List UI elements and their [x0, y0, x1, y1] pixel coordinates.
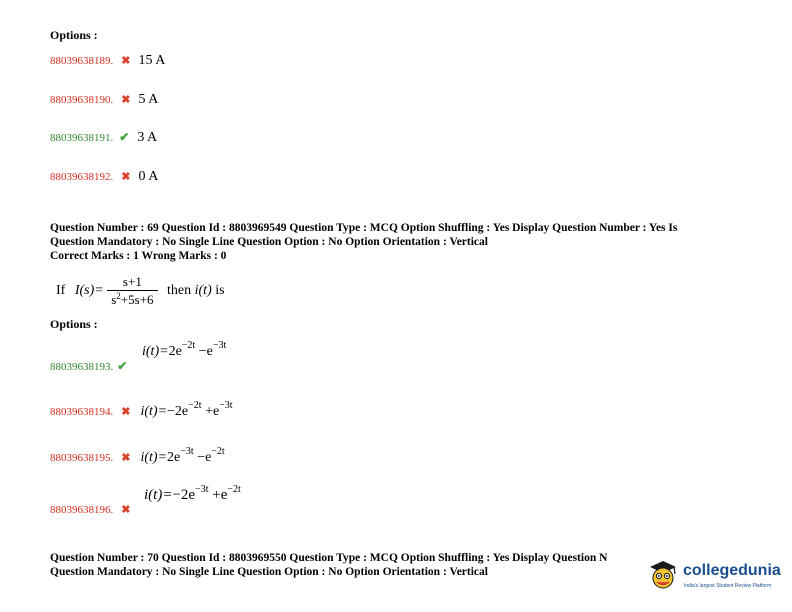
fraction [107, 274, 157, 308]
option-id: 88039638195. [50, 452, 114, 464]
option-row [50, 51, 165, 69]
collegedunia-logo [646, 556, 788, 596]
option-formula [142, 340, 226, 360]
question-meta-line: Question Number : 69 Question Id : 8803969549 Question Type : MCQ Option Shuffling : Yes Display Question Number : Yes Is [50, 222, 678, 234]
check-icon: ✔ [119, 130, 130, 144]
formula-term: −e [198, 344, 213, 359]
option-answer: 15 A [138, 53, 166, 68]
question-meta-line: Question Number : 70 Question Id : 8803969550 Question Type : MCQ Option Shuffling : Yes Display Question N [50, 552, 608, 564]
option-id: 88039638189. [50, 55, 114, 67]
question-var: i(t) [194, 283, 212, 299]
option-answer: 5 A [138, 92, 159, 107]
option-row [50, 446, 225, 466]
formula-term: 2e [167, 450, 181, 465]
formula-exp: −3t [219, 400, 233, 411]
option-row [50, 128, 157, 146]
cross-icon: ✖ [121, 406, 131, 418]
formula-lhs: i(t)= [144, 487, 173, 503]
option-formula [140, 446, 225, 465]
option-formula [140, 400, 233, 419]
option-row [50, 357, 127, 375]
question-meta-line: Question Mandatory : No Single Line Question Option : No Option Orientation : Vertical [50, 236, 488, 248]
option-row [50, 500, 130, 518]
question-suffix: then [167, 283, 192, 299]
formula-lhs: i(t)= [140, 450, 168, 465]
option-row [50, 90, 158, 108]
option-id: 88039638193. [50, 361, 114, 373]
question-suffix: is [215, 283, 225, 299]
cross-icon: ✖ [121, 452, 131, 464]
fraction-numerator: s+1 [107, 274, 157, 291]
option-formula [144, 484, 241, 504]
formula-term: +e [212, 487, 228, 503]
cross-icon: ✖ [121, 504, 131, 516]
question-prefix: If [56, 283, 66, 299]
formula-exp: −3t [212, 340, 227, 351]
formula-exp: −2t [188, 400, 202, 411]
option-id: 88039638191. [50, 132, 114, 144]
fraction-denominator [107, 291, 157, 308]
formula-exp: −2t [181, 340, 196, 351]
formula-term: −e [197, 450, 212, 465]
formula-exp: −3t [195, 484, 209, 495]
question-meta-line: Question Mandatory : No Single Line Question Option : No Option Orientation : Vertical [50, 566, 488, 578]
den-term: s [111, 292, 117, 307]
formula-exp: −2t [211, 446, 225, 457]
formula-term: −2e [167, 404, 189, 419]
question-lhs: I(s)= [74, 283, 104, 299]
formula-term: −2e [172, 487, 196, 503]
logo-tagline: India's largest Student Review Platform [684, 583, 772, 589]
option-row [50, 400, 233, 420]
formula-lhs: i(t)= [140, 404, 168, 419]
cross-icon: ✖ [121, 171, 131, 183]
option-row [50, 167, 158, 185]
question-meta-line: Correct Marks : 1 Wrong Marks : 0 [50, 250, 227, 262]
formula-lhs: i(t)= [142, 344, 169, 359]
option-answer: 3 A [137, 130, 158, 145]
formula-term: 2e [168, 344, 182, 359]
option-id: 88039638194. [50, 406, 114, 418]
formula-exp: −2t [227, 484, 241, 495]
options-label: Options : [50, 28, 98, 42]
question-meta [50, 551, 607, 579]
formula-term: +e [205, 404, 220, 419]
check-icon: ✔ [117, 359, 128, 373]
den-exp: 2 [116, 291, 121, 301]
graduate-mascot-icon [646, 558, 680, 592]
cross-icon: ✖ [121, 55, 131, 67]
den-rest: +5s+6 [120, 292, 154, 307]
cross-icon: ✖ [121, 94, 131, 106]
option-id: 88039638190. [50, 94, 114, 106]
option-id: 88039638196. [50, 504, 114, 516]
logo-name: collegedunia [683, 562, 781, 579]
options-label: Options : [50, 317, 98, 331]
question-meta [50, 221, 677, 263]
question-text [56, 274, 225, 308]
formula-exp: −3t [180, 446, 194, 457]
option-id: 88039638192. [50, 171, 114, 183]
option-answer: 0 A [138, 169, 159, 184]
